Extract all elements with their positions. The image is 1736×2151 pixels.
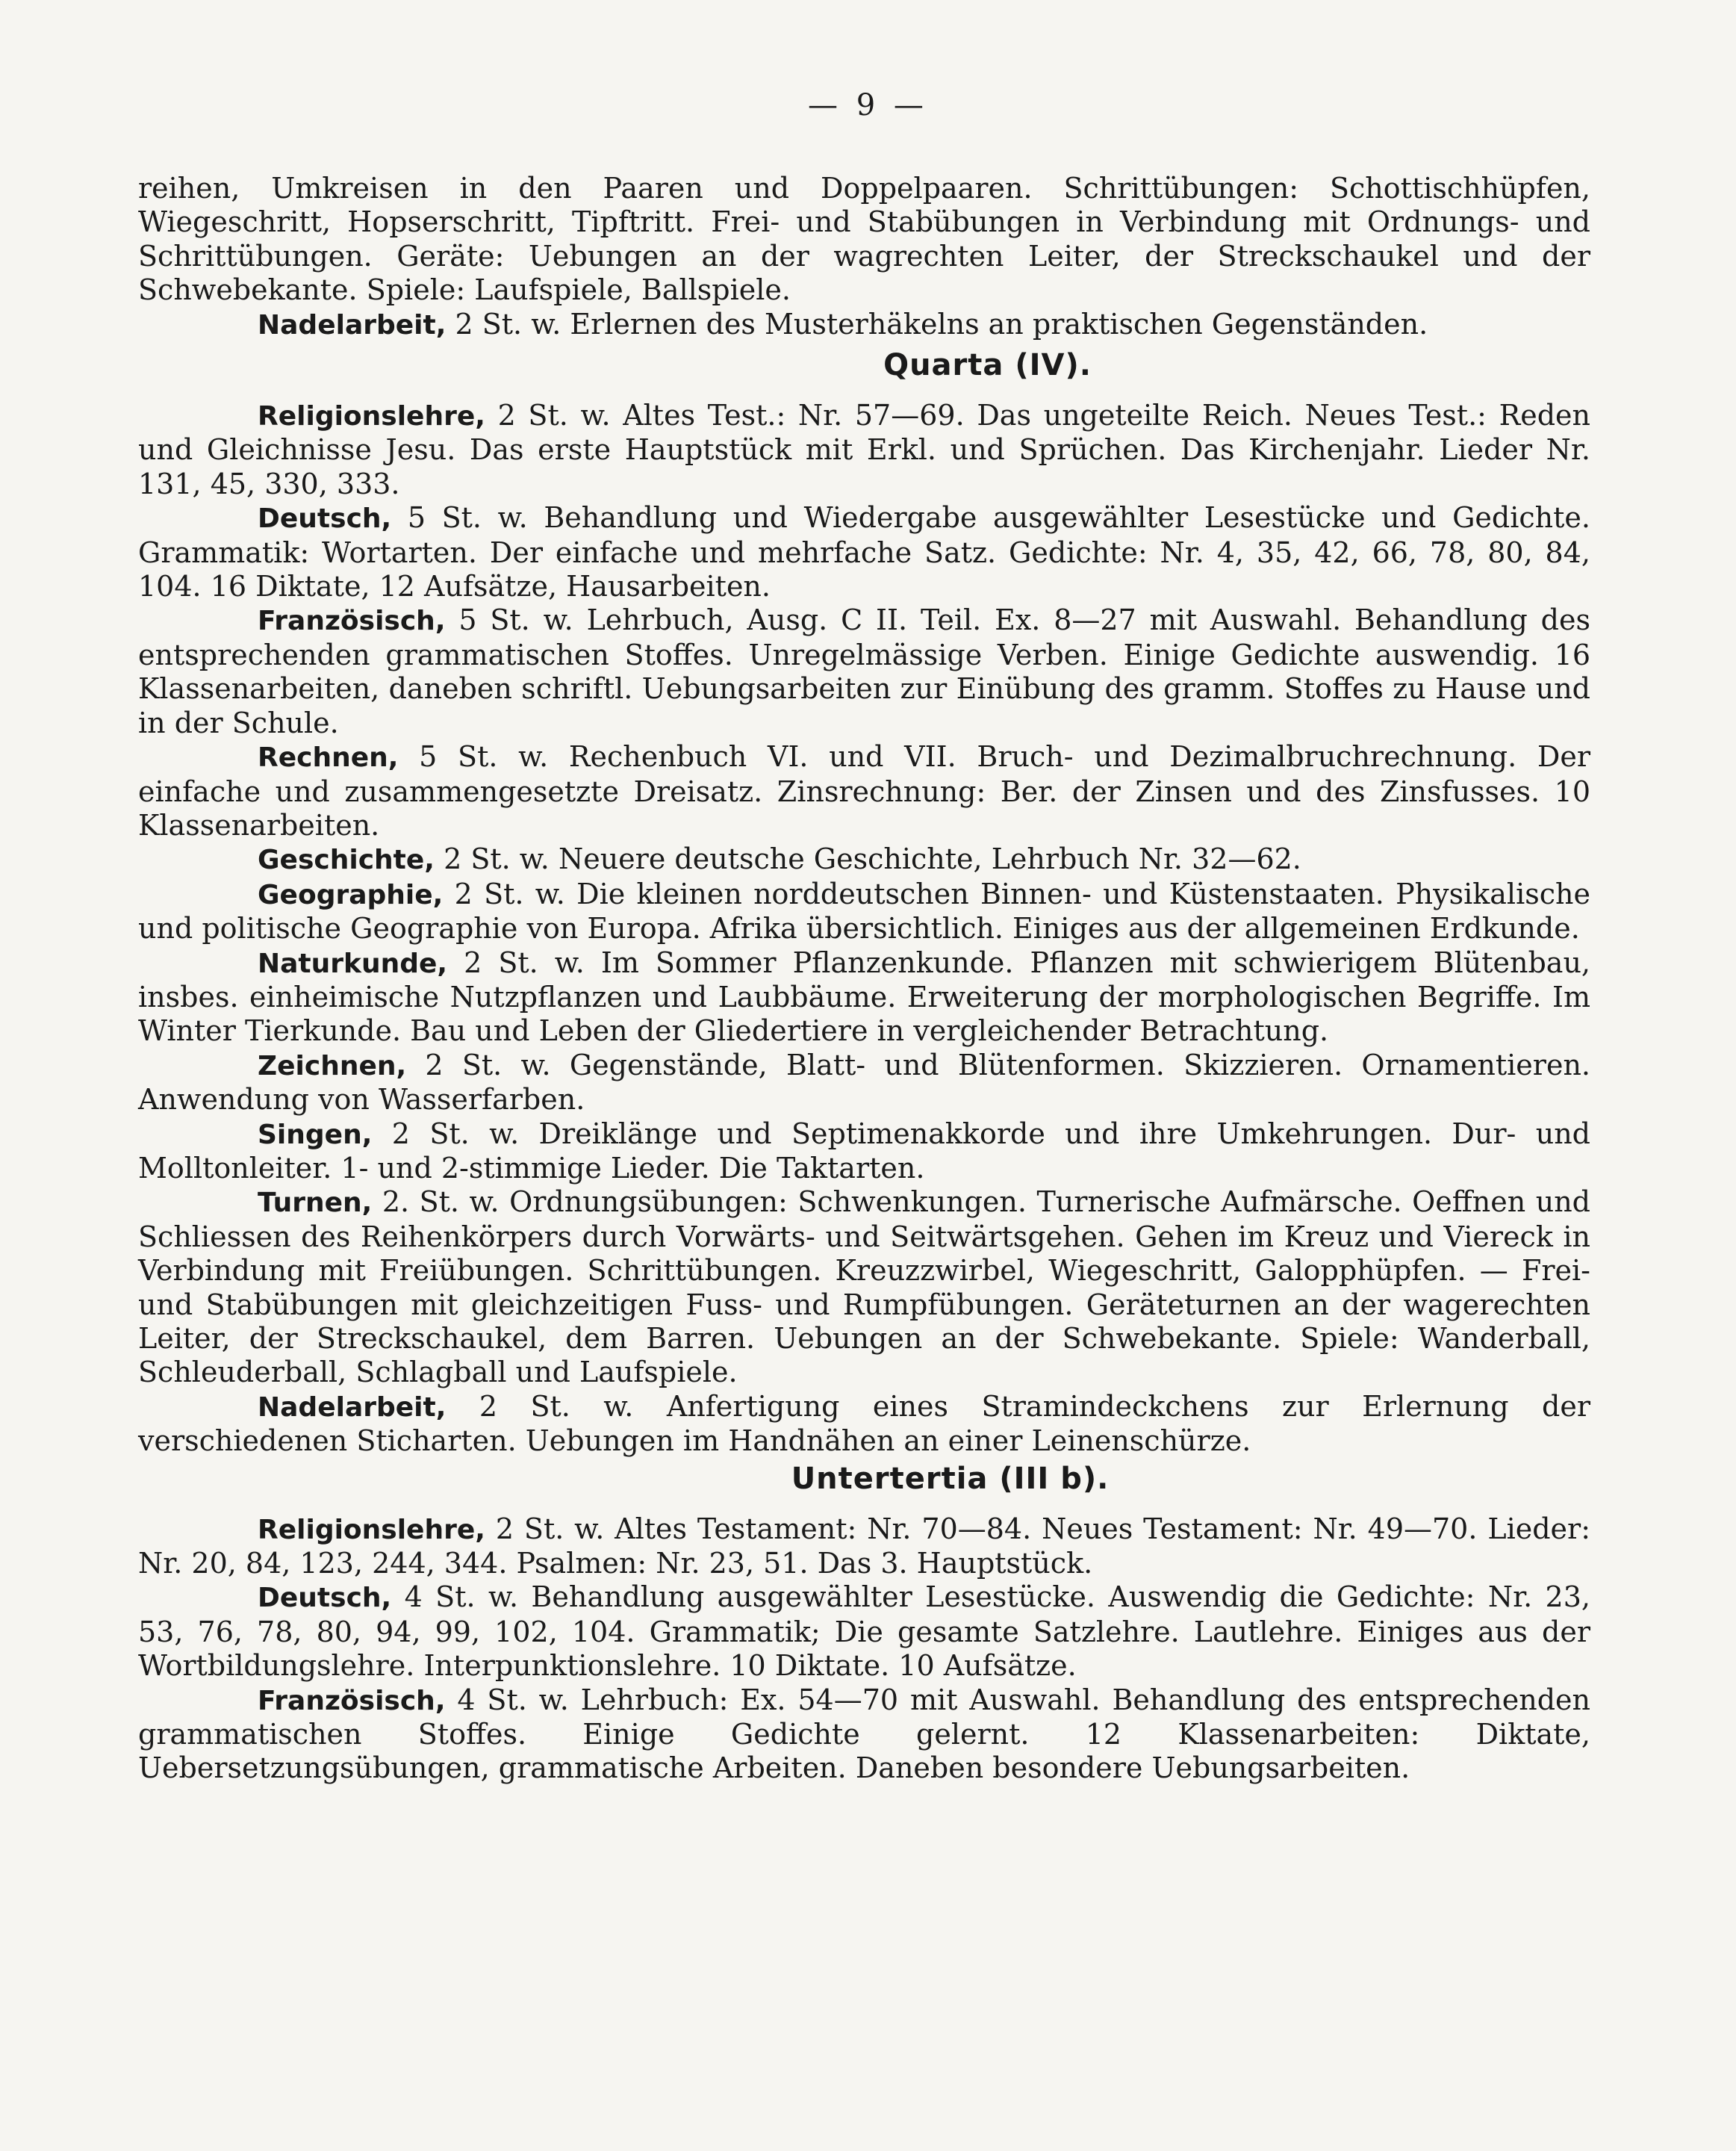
subject-label: Rechnen,	[258, 742, 399, 774]
paragraph-religionslehre-iiib	[138, 1512, 1590, 1581]
subject-label: Deutsch,	[258, 503, 392, 535]
intro-paragraph: reihen, Umkreisen in den Paaren und Doppelpaaren. Schrittübungen: Schottischhüpfen, Wiegeschritt, Hopserschritt, Tipftritt. Frei- und Stabübungen in Verbindung mit Ordnungs- und Schrittübungen. Geräte: Uebungen an der wagrechten Leiter, der Streckschaukel und der Schwebekante. Spiele: Laufspiele, Ballspiele.	[138, 172, 1590, 307]
paragraph-text: 4 St. w. Behandlung ausgewählter Lesestücke. Auswendig die Gedichte: Nr. 23, 53, 76, 78, 80, 94, 99, 102, 104. Grammatik; Die gesamte Satzlehre. Lautlehre. Einiges aus der Wortbildungslehre. Interpunktionslehre. 10 Diktate. 10 Aufsätze.	[138, 1580, 1590, 1683]
page-number: — 9 —	[808, 88, 928, 122]
paragraph-turnen	[138, 1185, 1590, 1389]
section-heading-quarta: Quarta (IV).	[883, 348, 1092, 383]
subject-label: Zeichnen,	[258, 1050, 407, 1081]
paragraph-geographie	[138, 878, 1590, 946]
page-body	[138, 172, 1590, 1786]
section-heading-untertertia: Untertertia (III b).	[791, 1461, 1110, 1496]
subject-label: Nadelarbeit,	[258, 309, 447, 341]
subject-label: Naturkunde,	[258, 948, 448, 979]
paragraph-text: 2 St. w. Im Sommer Pflanzenkunde. Pflanzen mit schwierigem Blütenbau, insbes. einheimische Nutzpflanzen und Laubbäume. Erweiterung der morphologischen Begriffe. Im Winter Tierkunde. Bau und Leben der Gliedertiere in vergleichender Betrachtung.	[138, 946, 1590, 1048]
paragraph-religionslehre	[138, 399, 1590, 501]
subject-label: Französisch,	[258, 606, 446, 637]
paragraph-zeichnen	[138, 1049, 1590, 1117]
paragraph-nadelarbeit	[138, 1390, 1590, 1459]
paragraph-geschichte	[138, 842, 1590, 877]
subject-label: Französisch,	[258, 1685, 446, 1716]
subject-label: Religionslehre,	[258, 401, 485, 432]
paragraph-text: 2. St. w. Ordnungsübungen: Schwenkungen. Turnerische Aufmärsche. Oeffnen und Schliessen des Reihenkörpers durch Vorwärts- und Seitwärtsgehen. Gehen im Kreuz und Viereck in Verbindung mit Freiübungen. Schrittübungen. Kreuzzwirbel, Wiegeschritt, Galopphüpfen. — Frei- und Stabübungen mit gleichzeitigen Fuss- und Rumpfübungen. Geräteturnen an der wagerechten Leiter, der Streckschaukel, dem Barren. Uebungen an der Schwebekante. Spiele: Wanderball, Schleuderball, Schlagball und Laufspiele.	[138, 1185, 1590, 1389]
subject-label: Singen,	[258, 1119, 373, 1150]
paragraph-text: 5 St. w. Lehrbuch, Ausg. C II. Teil. Ex. 8—27 mit Auswahl. Behandlung des entsprechenden grammatischen Stoffes. Unregelmässige Verben. Einige Gedichte auswendig. 16 Klassenarbeiten, daneben schriftl. Uebungsarbeiten zur Einübung des gramm. Stoffes zu Hause und in der Schule.	[138, 603, 1590, 739]
subject-label: Geschichte,	[258, 845, 435, 876]
paragraph-deutsch	[138, 501, 1590, 603]
paragraph-singen	[138, 1117, 1590, 1186]
subject-label: Religionslehre,	[258, 1514, 485, 1545]
paragraph-text: 2 St. w. Die kleinen norddeutschen Binnen- und Küstenstaaten. Physikalische und politische Geographie von Europa. Afrika übersichtlich. Einiges aus der allgemeinen Erdkunde.	[138, 877, 1590, 946]
paragraph-text: 4 St. w. Lehrbuch: Ex. 54—70 mit Auswahl. Behandlung des entsprechenden grammatischen Stoffes. Einige Gedichte gelernt. 12 Klassenarbeiten: Diktate, Uebersetzungsübungen, grammatische Arbeiten. Daneben besondere Uebungsarbeiten.	[138, 1683, 1590, 1785]
paragraph-nadelarbeit-intro	[138, 308, 1590, 342]
paragraph-text: 2 St. w. Anfertigung eines Stramindeckchens zur Erlernung der verschiedenen Sticharten. Uebungen im Handnähen an einer Leinenschürze.	[138, 1389, 1590, 1458]
paragraph-text: 5 St. w. Behandlung und Wiedergabe ausgewählter Lesestücke und Gedichte. Grammatik: Wortarten. Der einfache und mehrfache Satz. Gedichte: Nr. 4, 35, 42, 66, 78, 80, 84, 104. 16 Diktate, 12 Aufsätze, Hausarbeiten.	[138, 501, 1590, 603]
subject-label: Geographie,	[258, 879, 444, 910]
subject-label: Turnen,	[258, 1188, 373, 1219]
paragraph-text: 2 St. w. Dreiklänge und Septimenakkorde und ihre Umkehrungen. Dur- und Molltonleiter. 1- und 2-stimmige Lieder. Die Taktarten.	[138, 1117, 1590, 1185]
paragraph-deutsch-iiib	[138, 1580, 1590, 1683]
paragraph-franzoesisch-iiib	[138, 1683, 1590, 1786]
subject-label: Nadelarbeit,	[258, 1391, 447, 1423]
paragraph-text: 2 St. w. Gegenstände, Blatt- und Blütenformen. Skizzieren. Ornamentieren. Anwendung von Wasserfarben.	[138, 1048, 1590, 1117]
paragraph-naturkunde	[138, 946, 1590, 1049]
subject-label: Deutsch,	[258, 1583, 392, 1614]
paragraph-text: 2 St. w. Erlernen des Musterhäkelns an praktischen Gegenständen.	[446, 307, 1428, 341]
paragraph-text: 5 St. w. Rechenbuch VI. und VII. Bruch- und Dezimalbruchrechnung. Der einfache und zusammengesetzte Dreisatz. Zinsrechnung: Ber. der Zinsen und des Zinsfusses. 10 Klassenarbeiten.	[138, 740, 1590, 842]
paragraph-text: 2 St. w. Neuere deutsche Geschichte, Lehrbuch Nr. 32—62.	[434, 842, 1301, 876]
paragraph-text: 2 St. w. Altes Test.: Nr. 57—69. Das ungeteilte Reich. Neues Test.: Reden und Gleichnisse Jesu. Das erste Hauptstück mit Erkl. und Sprüchen. Das Kirchenjahr. Lieder Nr. 131, 45, 330, 333.	[138, 399, 1590, 500]
paragraph-text: 2 St. w. Altes Testament: Nr. 70—84. Neues Testament: Nr. 49—70. Lieder: Nr. 20, 84, 123, 244, 344. Psalmen: Nr. 23, 51. Das 3. Hauptstück.	[138, 1512, 1590, 1580]
paragraph-rechnen	[138, 740, 1590, 842]
paragraph-franzoesisch	[138, 603, 1590, 740]
